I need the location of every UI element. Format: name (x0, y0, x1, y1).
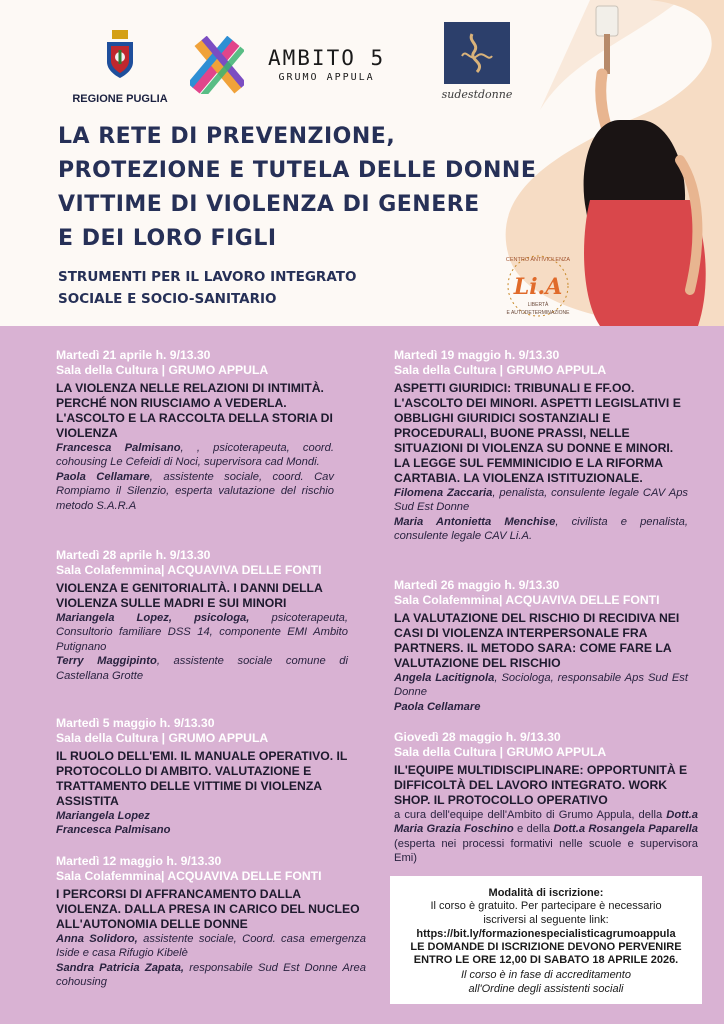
session-venue: Sala della Cultura | GRUMO APPULA (56, 363, 269, 377)
session-date: Martedì 28 aprile h. 9/13.30 (56, 548, 211, 562)
speaker-role: , penalista, consulente legale CAV Aps Sud Est Donne (394, 487, 689, 514)
cav-bottom-label: E AUTODETERMINAZIONE (506, 310, 570, 316)
session-block (56, 854, 366, 990)
speaker-name: Terry Maggipinto (56, 655, 157, 668)
poster-header (0, 0, 724, 326)
speaker (394, 671, 688, 700)
title-line: PROTEZIONE E TUTELA DELLE DONNE (58, 158, 537, 183)
session-venue: Sala della Cultura | GRUMO APPULA (394, 363, 607, 377)
speaker (56, 809, 348, 823)
subtitle-line: SOCIALE E SOCIO-SANITARIO (58, 291, 277, 307)
enrollment-link[interactable]: https://bit.ly/formazionespecialisticagrumoappula (416, 928, 676, 940)
speaker-name: Sandra Patricia Zapata, (56, 961, 185, 974)
session-date: Giovedì 28 maggio h. 9/13.30 (394, 730, 561, 744)
sudestdonne-emblem-icon (444, 22, 510, 84)
session-topic: VIOLENZA E GENITORIALITÀ. I DANNI DELLA VIOLENZA SULLE MADRI E SUI MINORI (56, 581, 323, 610)
session-venue: Sala Colafemmina| ACQUAVIVA DELLE FONTI (394, 593, 660, 607)
speaker-name: Mariangela Lopez (56, 810, 150, 822)
session-date: Martedì 26 maggio h. 9/13.30 (394, 578, 560, 592)
poster-subtitle (58, 266, 478, 310)
speaker (394, 700, 688, 714)
enrollment-text: Il corso è gratuito. Per partecipare è necessario (430, 900, 662, 912)
session-venue: Sala della Cultura | GRUMO APPULA (394, 745, 607, 759)
note-text: (esperta nei processi formativi nelle scuole e supervisora Emi) (394, 837, 698, 865)
speaker (394, 486, 688, 515)
note-person: Dott.a Maria Grazia Foschino (394, 809, 698, 836)
speaker-role: psicoterapeuta, Consultorio familiare DSS 14, componente EMI Ambito Putignano (56, 612, 349, 653)
poster-title (58, 120, 578, 256)
title-line: E DEI LORO FIGLI (58, 226, 277, 251)
ambito-5-logo (268, 46, 385, 83)
accreditation-note: Il corso è in fase di accreditamento (461, 969, 631, 981)
cav-top-label: CENTRO ANTIVIOLENZA (505, 257, 571, 263)
speaker-name: Angela Lacitignola (394, 672, 495, 684)
speaker-name: Maria Antonietta Menchise (394, 515, 556, 528)
session-block (394, 730, 698, 866)
speaker-role: responsabile Sud Est Donne Area cohousing (56, 961, 366, 989)
ambito-x-logo-icon (190, 36, 244, 94)
session-block (56, 548, 348, 683)
enrollment-box (390, 876, 702, 1004)
speaker (56, 441, 334, 470)
crest-icon (105, 30, 135, 80)
session-date: Martedì 12 maggio h. 9/13.30 (56, 854, 222, 868)
cav-bottom-label: LIBERTÀ (527, 302, 549, 308)
speaker (56, 932, 366, 961)
title-line: VITTIME DI VIOLENZA DI GENERE (58, 192, 480, 217)
speaker-name: Mariangela Lopez, psicologa, (56, 612, 250, 624)
session-date: Martedì 19 maggio h. 9/13.30 (394, 348, 560, 362)
session-venue: Sala Colafemmina| ACQUAVIVA DELLE FONTI (56, 869, 322, 883)
regione-puglia-logo (70, 30, 170, 105)
speaker-name: Francesca Palmisano (56, 442, 181, 454)
speaker-role: , civilista e penalista, consulente legale CAV Li.A. (394, 515, 688, 543)
session-topic: ASPETTI GIURIDICI: TRIBUNALI E FF.OO. L'ASCOLTO DEI MINORI. ASPETTI LEGISLATIVI E OBBLIGHI GIURIDICI SOSTANZIALI E PROCEDURALI, BUONE PRASSI, NELLE SITUAZIONI DI VIOLENZA SU DONNE E MINORI. LA LEGGE SUL FEMMINICIDIO E LA RIFORMA CARTABIA. LA VIOLENZA ISTITUZIONALE. (394, 381, 681, 485)
speaker-name: Francesca Palmisano (56, 824, 171, 837)
session-date: Martedì 5 maggio h. 9/13.30 (56, 716, 215, 730)
speaker-name: Anna Solidoro, (56, 933, 138, 945)
accreditation-note: all'Ordine degli assistenti sociali (468, 982, 624, 995)
session-note (394, 808, 698, 866)
regione-puglia-label: REGIONE PUGLIA (72, 93, 168, 105)
speaker (56, 470, 334, 513)
note-text: e della (513, 823, 554, 836)
speaker-role: , assistente sociale comune di Castellana Grotte (56, 655, 348, 682)
ambito-city-label: GRUMO APPULA (278, 72, 375, 83)
session-venue: Sala Colafemmina| ACQUAVIVA DELLE FONTI (56, 563, 322, 577)
enrollment-heading: Modalità di iscrizione: (488, 887, 604, 899)
sudestdonne-caption: sudestdonne (441, 88, 513, 101)
speaker (56, 823, 348, 837)
cav-name-label: Li.A (513, 274, 563, 300)
session-topic: LA VIOLENZA NELLE RELAZIONI DI INTIMITÀ. PERCHÉ NON RIUSCIAMO A VEDERLA. L'ASCOLTO E LA RACCOLTA DELLA STORIA DI VIOLENZA (56, 381, 333, 440)
speaker (56, 961, 366, 990)
session-block (56, 716, 348, 838)
speaker (56, 654, 348, 683)
speaker-role: assistente sociale, Coord. casa emergenza Iside e casa Rifugio Kibelè (56, 933, 366, 960)
speaker-role: , , psicoterapeuta, coord. cohousing Le Cefeidi di Noci, supervisora cad Mondi. (56, 442, 334, 469)
ambito-label: AMBITO 5 (268, 46, 386, 70)
speaker-role: , Sociologa, responsabile Aps Sud Est Donne (394, 672, 688, 699)
session-topic: IL'EQUIPE MULTIDISCIPLINARE: OPPORTUNITÀ E DIFFICOLTÀ DEL LAVORO INTEGRATO. WORK SHOP. IL PROTOCOLLO OPERATIVO (394, 763, 688, 807)
session-date: Martedì 21 aprile h. 9/13.30 (56, 348, 211, 362)
note-text: a cura dell'equipe dell'Ambito di Grumo Appula, della (394, 809, 667, 821)
sudestdonne-logo (440, 22, 514, 101)
note-person: Dott.a Rosangela Paparella (553, 823, 699, 836)
session-block (56, 348, 334, 513)
speaker-role: , assistente sociale, coord. Cav Rompiamo il Silenzio, esperta valutazione del rischio metodo S.A.R.A (56, 470, 334, 512)
speaker-name: Filomena Zaccaria (394, 487, 493, 499)
speaker (56, 611, 348, 654)
session-topic: I PERCORSI DI AFFRANCAMENTO DALLA VIOLENZA. DALLA PRESA IN CARICO DEL NUCLEO ALL'AUTONOMIA DELLE DONNE (56, 887, 360, 931)
speaker (394, 515, 688, 544)
session-topic: IL RUOLO DELL'EMI. IL MANUALE OPERATIVO. IL PROTOCOLLO DI AMBITO. VALUTAZIONE E TRATTAMENTO DELLE VITTIME DI VIOLENZA ASSISTITA (56, 749, 348, 808)
cav-lia-logo (504, 246, 586, 326)
enrollment-deadline: ENTRO LE ORE 12,00 DI SABATO 18 APRILE 2026. (413, 954, 679, 966)
speaker-name: Paola Cellamare (394, 700, 481, 713)
session-block (394, 348, 688, 544)
enrollment-text: iscriversi al seguente link: (483, 913, 609, 926)
enrollment-deadline: LE DOMANDE DI ISCRIZIONE DEVONO PERVENIRE (410, 941, 682, 953)
session-topic: LA VALUTAZIONE DEL RISCHIO DI RECIDIVA NEI CASI DI VIOLENZA INTERPERSONALE FRA PARTNERS. IL METODO SARA: COME FARE LA VALUTAZIONE DEL RISCHIO (394, 611, 680, 670)
title-line: LA RETE DI PREVENZIONE, (58, 124, 396, 149)
speaker-name: Paola Cellamare (56, 470, 150, 483)
subtitle-line: STRUMENTI PER IL LAVORO INTEGRATO (58, 269, 357, 285)
session-venue: Sala della Cultura | GRUMO APPULA (56, 731, 269, 745)
session-block (394, 578, 688, 714)
